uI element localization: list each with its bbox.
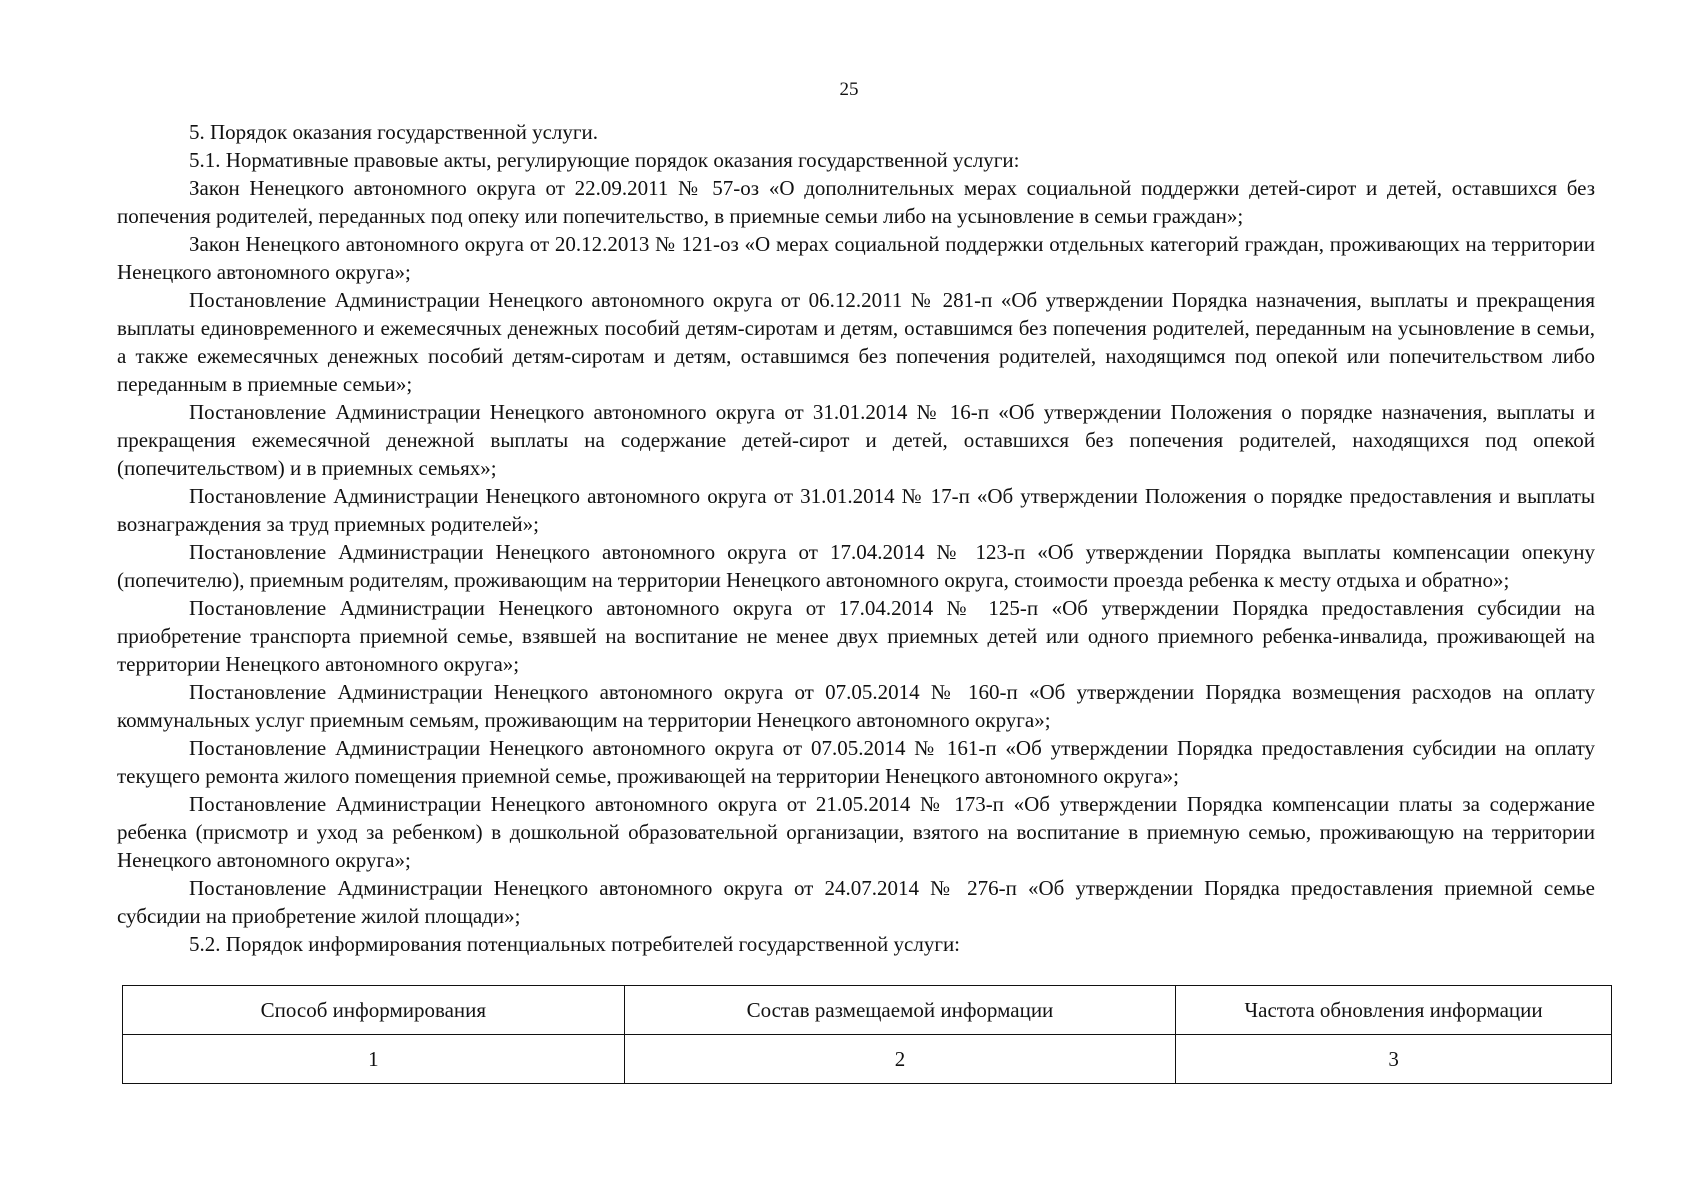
- legal-act-item: Постановление Администрации Ненецкого автономного округа от 17.04.2014 № 125-п «Об утверждении Порядка предоставления субсидии на приобретение транспорта приемной семье, взявшей на воспитание не менее двух приемных детей или одного приемного ребенка-инвалида, проживающей на территории Ненецкого автономного округа»;: [117, 596, 1595, 676]
- legal-act-item: Закон Ненецкого автономного округа от 22.09.2011 № 57-оз «О дополнительных мерах социальной поддержки детей-сирот и детей, оставшихся без попечения родителей, переданных под опеку или попечительство, в приемные семьи либо на усыновление в семьи граждан»;: [117, 176, 1595, 228]
- table-row: [123, 1035, 1612, 1084]
- legal-act-item: Закон Ненецкого автономного округа от 20.12.2013 № 121-оз «О мерах социальной поддержки отдельных категорий граждан, проживающих на территории Ненецкого автономного округа»;: [117, 232, 1595, 284]
- table-cell: 2: [624, 1035, 1175, 1084]
- legal-act-item: Постановление Администрации Ненецкого автономного округа от 21.05.2014 № 173-п «Об утверждении Порядка компенсации платы за содержание ребенка (присмотр и уход за ребенком) в дошкольной образовательной организации, взятого на воспитание в приемную семью, проживающую на территории Ненецкого автономного округа»;: [117, 792, 1595, 872]
- table-header-cell: Состав размещаемой информации: [624, 986, 1175, 1035]
- table-cell: 3: [1176, 1035, 1612, 1084]
- legal-act-item: Постановление Администрации Ненецкого автономного округа от 24.07.2014 № 276-п «Об утверждении Порядка предоставления приемной семье субсидии на приобретение жилой площади»;: [117, 876, 1595, 928]
- legal-act-item: Постановление Администрации Ненецкого автономного округа от 31.01.2014 № 16-п «Об утверждении Положения о порядке назначения, выплаты и прекращения ежемесячной денежной выплаты на содержание детей-сирот и детей, оставшихся без попечения родителей, находящихся под опекой (попечительством) и в приемных семьях»;: [117, 400, 1595, 480]
- legal-act-item: Постановление Администрации Ненецкого автономного округа от 31.01.2014 № 17-п «Об утверждении Положения о порядке предоставления и выплаты вознаграждения за труд приемных родителей»;: [117, 484, 1595, 536]
- legal-act-item: Постановление Администрации Ненецкого автономного округа от 07.05.2014 № 160-п «Об утверждении Порядка возмещения расходов на оплату коммунальных услуг приемным семьям, проживающим на территории Ненецкого автономного округа»;: [117, 680, 1595, 732]
- information-table: [122, 985, 1612, 1084]
- subsection-heading: 5.1. Нормативные правовые акты, регулирующие порядок оказания государственной услуги:: [189, 148, 1020, 172]
- legal-act-item: Постановление Администрации Ненецкого автономного округа от 07.05.2014 № 161-п «Об утверждении Порядка предоставления субсидии на оплату текущего ремонта жилого помещения приемной семье, проживающей на территории Ненецкого автономного округа»;: [117, 736, 1595, 788]
- section-heading: 5. Порядок оказания государственной услуги.: [189, 120, 598, 144]
- legal-act-item: Постановление Администрации Ненецкого автономного округа от 17.04.2014 № 123-п «Об утверждении Порядка выплаты компенсации опекуну (попечителю), приемным родителям, проживающим на территории Ненецкого автономного округа, стоимости проезда ребенка к месту отдыха и обратно»;: [117, 540, 1595, 592]
- table-header-cell: Частота обновления информации: [1176, 986, 1612, 1035]
- page-number: 25: [839, 79, 859, 100]
- subsection-heading: 5.2. Порядок информирования потенциальных потребителей государственной услуги:: [189, 932, 961, 956]
- table-cell: 1: [123, 1035, 625, 1084]
- table-header-cell: Способ информирования: [123, 986, 625, 1035]
- table-header-row: [123, 986, 1612, 1035]
- document-body: [117, 118, 1595, 958]
- legal-act-item: Постановление Администрации Ненецкого автономного округа от 06.12.2011 № 281-п «Об утверждении Порядка назначения, выплаты и прекращения выплаты единовременного и ежемесячных денежных пособий детям-сиротам и детям, оставшимся без попечения родителей, переданным на усыновление в семьи, а также ежемесячных денежных пособий детям-сиротам и детям, оставшимся без попечения родителей, находящимся под опекой или попечительством либо переданным в приемные семьи»;: [117, 288, 1595, 396]
